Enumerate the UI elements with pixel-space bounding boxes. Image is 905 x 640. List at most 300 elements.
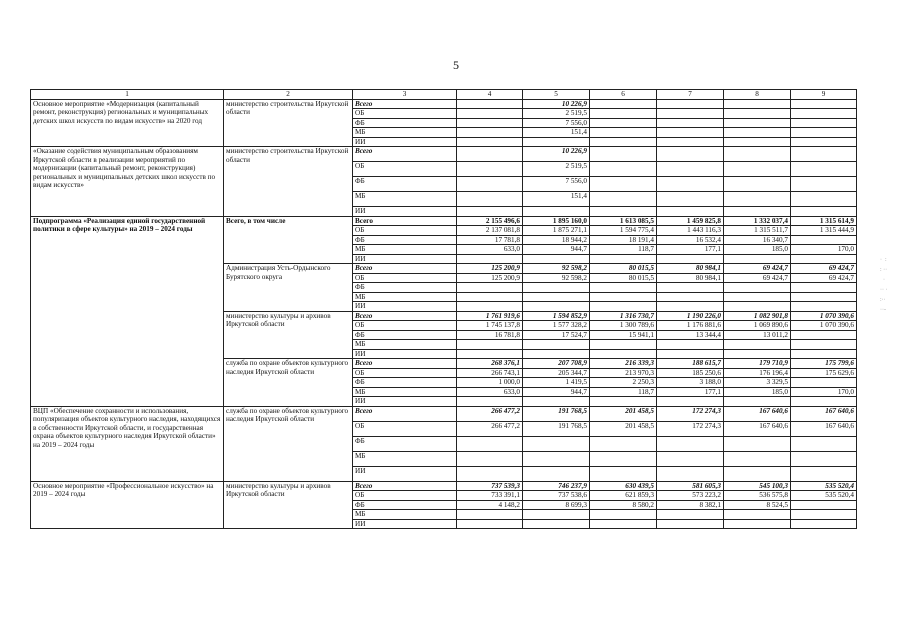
funding-source: Всего xyxy=(353,216,457,225)
amount-cell: 737 539,3 xyxy=(457,481,523,490)
amount-cell xyxy=(523,292,590,301)
amount-cell: 266 477,2 xyxy=(457,406,523,421)
amount-cell: 118,7 xyxy=(590,387,657,396)
amount-cell xyxy=(724,302,791,311)
amount-cell: 633,0 xyxy=(457,387,523,396)
amount-cell: 13 344,4 xyxy=(657,330,724,339)
amount-cell xyxy=(657,177,724,192)
amount-cell: 746 237,9 xyxy=(523,481,590,490)
funding-source: ФБ xyxy=(353,500,457,509)
funding-source: МБ xyxy=(353,192,457,207)
amount-cell: 1 069 890,6 xyxy=(724,321,791,330)
amount-cell: 13 011,2 xyxy=(724,330,791,339)
amount-cell: 205 344,7 xyxy=(523,368,590,377)
amount-cell: 2 519,5 xyxy=(523,109,590,118)
header-cell: 8 xyxy=(724,90,791,100)
header-cell: 7 xyxy=(657,90,724,100)
amount-cell xyxy=(657,340,724,349)
executor-name: Администрация Усть-Ордынского Бурятского округа xyxy=(224,264,353,311)
header-cell: 2 xyxy=(224,90,353,100)
amount-cell xyxy=(457,451,523,466)
amount-cell xyxy=(791,118,857,127)
amount-cell xyxy=(523,436,590,451)
amount-cell: 216 339,3 xyxy=(590,359,657,368)
amount-cell xyxy=(523,254,590,263)
amount-cell xyxy=(457,302,523,311)
amount-cell xyxy=(791,137,857,146)
amount-cell: 16 532,4 xyxy=(657,235,724,244)
amount-cell xyxy=(523,340,590,349)
amount-cell: 80 015,5 xyxy=(590,264,657,273)
amount-cell: 536 575,8 xyxy=(724,491,791,500)
amount-cell: 92 598,2 xyxy=(523,264,590,273)
amount-cell: 266 477,2 xyxy=(457,421,523,436)
amount-cell: 201 458,5 xyxy=(590,421,657,436)
amount-cell: 1 315 614,9 xyxy=(791,216,857,225)
amount-cell xyxy=(457,349,523,358)
amount-cell: 1 070 390,6 xyxy=(791,321,857,330)
header-cell: 6 xyxy=(590,90,657,100)
executor-name: министерство строительства Иркутской области xyxy=(224,100,353,147)
amount-cell xyxy=(724,100,791,109)
amount-cell: 1 761 919,6 xyxy=(457,311,523,320)
amount-cell xyxy=(457,109,523,118)
amount-cell: 1 315 444,9 xyxy=(791,226,857,235)
funding-source: ОБ xyxy=(353,109,457,118)
amount-cell: 535 520,4 xyxy=(791,481,857,490)
amount-cell xyxy=(457,207,523,216)
amount-cell xyxy=(457,397,523,406)
funding-source: ФБ xyxy=(353,177,457,192)
amount-cell xyxy=(457,466,523,481)
amount-cell: 944,7 xyxy=(523,245,590,254)
amount-cell: 573 223,2 xyxy=(657,491,724,500)
amount-cell xyxy=(724,397,791,406)
amount-cell xyxy=(590,466,657,481)
amount-cell: 191 768,5 xyxy=(523,406,590,421)
amount-cell: 80 015,5 xyxy=(590,273,657,282)
amount-cell xyxy=(791,254,857,263)
amount-cell xyxy=(791,436,857,451)
amount-cell xyxy=(523,349,590,358)
funding-source: Всего xyxy=(353,100,457,109)
amount-cell xyxy=(724,128,791,137)
amount-cell: 1 745 137,8 xyxy=(457,321,523,330)
amount-cell xyxy=(791,177,857,192)
amount-cell xyxy=(657,302,724,311)
budget-table xyxy=(30,89,857,529)
amount-cell: 69 424,7 xyxy=(724,264,791,273)
amount-cell xyxy=(657,207,724,216)
amount-cell xyxy=(590,192,657,207)
funding-source: ОБ xyxy=(353,321,457,330)
amount-cell xyxy=(523,510,590,519)
amount-cell: 2 519,5 xyxy=(523,162,590,177)
amount-cell: 80 984,1 xyxy=(657,264,724,273)
amount-cell xyxy=(590,283,657,292)
amount-cell: 1 176 881,6 xyxy=(657,321,724,330)
amount-cell xyxy=(724,466,791,481)
amount-cell xyxy=(590,519,657,528)
amount-cell: 16 340,7 xyxy=(724,235,791,244)
amount-cell: 175 629,6 xyxy=(791,368,857,377)
amount-cell: 207 708,9 xyxy=(523,359,590,368)
executor-name: служба по охране объектов культурного наследия Иркутской области xyxy=(224,359,353,406)
amount-cell: 7 556,0 xyxy=(523,118,590,127)
amount-cell xyxy=(457,510,523,519)
amount-cell xyxy=(791,340,857,349)
amount-cell xyxy=(457,128,523,137)
funding-source: Всего xyxy=(353,359,457,368)
amount-cell: 179 710,9 xyxy=(724,359,791,368)
amount-cell: 172 274,3 xyxy=(657,406,724,421)
amount-cell: 1 070 390,6 xyxy=(791,311,857,320)
amount-cell: 188 615,7 xyxy=(657,359,724,368)
amount-cell xyxy=(791,235,857,244)
table-body xyxy=(31,100,857,529)
amount-cell xyxy=(590,100,657,109)
amount-cell xyxy=(590,254,657,263)
funding-source: МБ xyxy=(353,387,457,396)
amount-cell xyxy=(724,436,791,451)
header-cell: 9 xyxy=(791,90,857,100)
amount-cell: 80 984,1 xyxy=(657,273,724,282)
amount-cell xyxy=(724,207,791,216)
table-row xyxy=(31,100,857,109)
amount-cell: 1 443 116,3 xyxy=(657,226,724,235)
funding-source: ИИ xyxy=(353,207,457,216)
amount-cell xyxy=(523,302,590,311)
measure-description: Подпрограмма «Реализация единой государственной политики в сфере культуры» на 2019 – 2024 годы xyxy=(31,216,224,406)
amount-cell xyxy=(657,118,724,127)
amount-cell xyxy=(791,292,857,301)
amount-cell: 8 580,2 xyxy=(590,500,657,509)
funding-source: Всего xyxy=(353,147,457,162)
amount-cell xyxy=(791,510,857,519)
funding-source: МБ xyxy=(353,340,457,349)
amount-cell: 167 640,6 xyxy=(791,406,857,421)
amount-cell xyxy=(791,283,857,292)
amount-cell xyxy=(724,451,791,466)
amount-cell xyxy=(791,302,857,311)
amount-cell: 69 424,7 xyxy=(791,273,857,282)
amount-cell xyxy=(457,283,523,292)
amount-cell: 16 781,8 xyxy=(457,330,523,339)
amount-cell xyxy=(724,109,791,118)
funding-source: ОБ xyxy=(353,368,457,377)
amount-cell xyxy=(724,254,791,263)
amount-cell xyxy=(590,118,657,127)
amount-cell xyxy=(590,302,657,311)
amount-cell: 185 250,6 xyxy=(657,368,724,377)
amount-cell: 177,1 xyxy=(657,245,724,254)
funding-source: ИИ xyxy=(353,349,457,358)
table-row xyxy=(31,406,857,421)
amount-cell: 1 000,0 xyxy=(457,378,523,387)
funding-source: ФБ xyxy=(353,330,457,339)
amount-cell: 268 376,1 xyxy=(457,359,523,368)
amount-cell xyxy=(791,162,857,177)
amount-cell: 1 082 901,8 xyxy=(724,311,791,320)
amount-cell: 7 556,0 xyxy=(523,177,590,192)
amount-cell xyxy=(657,349,724,358)
amount-cell: 201 458,5 xyxy=(590,406,657,421)
funding-source: ОБ xyxy=(353,226,457,235)
amount-cell xyxy=(457,192,523,207)
amount-cell: 1 300 789,6 xyxy=(590,321,657,330)
header-cell: 1 xyxy=(31,90,224,100)
amount-cell: 630 439,5 xyxy=(590,481,657,490)
amount-cell: 18 191,4 xyxy=(590,235,657,244)
amount-cell: 1 577 328,2 xyxy=(523,321,590,330)
amount-cell xyxy=(791,349,857,358)
funding-source: ФБ xyxy=(353,118,457,127)
amount-cell: 167 640,6 xyxy=(724,421,791,436)
amount-cell xyxy=(590,451,657,466)
amount-cell xyxy=(724,292,791,301)
amount-cell xyxy=(457,137,523,146)
header-row xyxy=(31,90,857,100)
amount-cell: 1 594 852,9 xyxy=(523,311,590,320)
amount-cell: 17 524,7 xyxy=(523,330,590,339)
amount-cell: 8 699,3 xyxy=(523,500,590,509)
amount-cell xyxy=(590,177,657,192)
funding-source: МБ xyxy=(353,245,457,254)
amount-cell: 1 459 825,8 xyxy=(657,216,724,225)
amount-cell: 737 538,6 xyxy=(523,491,590,500)
amount-cell xyxy=(590,128,657,137)
funding-source: ИИ xyxy=(353,137,457,146)
amount-cell: 8 382,1 xyxy=(657,500,724,509)
amount-cell xyxy=(590,436,657,451)
funding-source: ОБ xyxy=(353,421,457,436)
amount-cell xyxy=(724,192,791,207)
amount-cell: 69 424,7 xyxy=(791,264,857,273)
amount-cell: 151,4 xyxy=(523,192,590,207)
amount-cell: 10 226,9 xyxy=(523,100,590,109)
measure-description: ВЦП «Обеспечение сохранности и использования, популяризация объектов культурного наследия, находящихся в собственности Иркутской области, и государственная охрана объектов культурного наследия Иркутской области» на 2019 – 2024 годы xyxy=(31,406,224,481)
amount-cell xyxy=(457,100,523,109)
amount-cell xyxy=(791,109,857,118)
amount-cell xyxy=(657,128,724,137)
amount-cell: 581 605,3 xyxy=(657,481,724,490)
funding-source: ФБ xyxy=(353,283,457,292)
amount-cell: 4 148,2 xyxy=(457,500,523,509)
amount-cell: 1 594 775,4 xyxy=(590,226,657,235)
amount-cell: 1 875 271,1 xyxy=(523,226,590,235)
margin-marks: · : : ·· · ·· · :·· ··- xyxy=(880,257,888,313)
amount-cell xyxy=(457,254,523,263)
amount-cell: 2 250,3 xyxy=(590,378,657,387)
funding-source: МБ xyxy=(353,128,457,137)
amount-cell: 944,7 xyxy=(523,387,590,396)
amount-cell: 213 970,3 xyxy=(590,368,657,377)
funding-source: Всего xyxy=(353,481,457,490)
amount-cell xyxy=(657,254,724,263)
amount-cell xyxy=(523,397,590,406)
amount-cell xyxy=(590,397,657,406)
amount-cell: 176 196,4 xyxy=(724,368,791,377)
amount-cell xyxy=(590,162,657,177)
amount-cell xyxy=(657,137,724,146)
amount-cell: 1 332 037,4 xyxy=(724,216,791,225)
amount-cell: 3 188,0 xyxy=(657,378,724,387)
amount-cell xyxy=(791,519,857,528)
amount-cell xyxy=(523,451,590,466)
funding-source: МБ xyxy=(353,292,457,301)
amount-cell xyxy=(657,147,724,162)
amount-cell xyxy=(791,147,857,162)
header-cell: 3 xyxy=(353,90,457,100)
amount-cell xyxy=(791,378,857,387)
amount-cell xyxy=(791,451,857,466)
amount-cell: 167 640,6 xyxy=(791,421,857,436)
funding-source: ИИ xyxy=(353,397,457,406)
amount-cell xyxy=(724,349,791,358)
amount-cell xyxy=(590,292,657,301)
amount-cell: 170,0 xyxy=(791,245,857,254)
amount-cell: 621 859,3 xyxy=(590,491,657,500)
amount-cell: 125 200,9 xyxy=(457,264,523,273)
amount-cell: 170,0 xyxy=(791,387,857,396)
amount-cell xyxy=(724,519,791,528)
amount-cell xyxy=(657,192,724,207)
amount-cell xyxy=(657,100,724,109)
amount-cell: 633,0 xyxy=(457,245,523,254)
amount-cell xyxy=(791,128,857,137)
amount-cell: 2 137 081,8 xyxy=(457,226,523,235)
amount-cell xyxy=(457,519,523,528)
amount-cell: 18 944,2 xyxy=(523,235,590,244)
executor-name: служба по охране объектов культурного наследия Иркутской области xyxy=(224,406,353,481)
amount-cell xyxy=(590,349,657,358)
amount-cell: 151,4 xyxy=(523,128,590,137)
amount-cell: 1 190 226,0 xyxy=(657,311,724,320)
amount-cell: 266 743,1 xyxy=(457,368,523,377)
amount-cell xyxy=(724,118,791,127)
amount-cell xyxy=(791,100,857,109)
amount-cell: 92 598,2 xyxy=(523,273,590,282)
amount-cell xyxy=(657,466,724,481)
amount-cell xyxy=(457,162,523,177)
funding-source: ОБ xyxy=(353,162,457,177)
amount-cell xyxy=(724,510,791,519)
amount-cell xyxy=(457,147,523,162)
amount-cell xyxy=(657,451,724,466)
amount-cell xyxy=(457,118,523,127)
amount-cell xyxy=(457,177,523,192)
amount-cell: 191 768,5 xyxy=(523,421,590,436)
header-cell: 4 xyxy=(457,90,523,100)
amount-cell: 69 424,7 xyxy=(724,273,791,282)
table-row xyxy=(31,481,857,490)
measure-description: Основное мероприятие «Модернизация (капитальный ремонт, реконструкция) региональных и муниципальных детских школ искусств по видам искусств» на 2020 год xyxy=(31,100,224,147)
amount-cell: 175 799,6 xyxy=(791,359,857,368)
amount-cell xyxy=(657,292,724,301)
amount-cell: 1 419,5 xyxy=(523,378,590,387)
amount-cell xyxy=(657,510,724,519)
amount-cell xyxy=(791,207,857,216)
funding-source: ФБ xyxy=(353,436,457,451)
amount-cell xyxy=(523,137,590,146)
amount-cell xyxy=(457,436,523,451)
amount-cell xyxy=(523,519,590,528)
measure-description: Основное мероприятие «Профессиональное искусство» на 2019 – 2024 годы xyxy=(31,481,224,528)
amount-cell: 15 941,1 xyxy=(590,330,657,339)
amount-cell: 118,7 xyxy=(590,245,657,254)
amount-cell xyxy=(657,397,724,406)
funding-source: ИИ xyxy=(353,466,457,481)
amount-cell xyxy=(791,397,857,406)
funding-source: ИИ xyxy=(353,302,457,311)
amount-cell xyxy=(590,147,657,162)
amount-cell: 1 613 085,5 xyxy=(590,216,657,225)
amount-cell: 17 781,8 xyxy=(457,235,523,244)
amount-cell xyxy=(657,436,724,451)
amount-cell: 1 895 160,0 xyxy=(523,216,590,225)
measure-description: «Оказание содействия муниципальным образованиям Иркутской области в реализации мероприятий по модернизации (капитальный ремонт, реконструкция) региональных и муниципальных детских школ искусств по видам искусств» xyxy=(31,147,224,216)
amount-cell: 10 226,9 xyxy=(523,147,590,162)
amount-cell xyxy=(724,147,791,162)
page-number: 5 xyxy=(453,58,459,72)
amount-cell xyxy=(791,192,857,207)
executor-name: министерство культуры и архивов Иркутской области xyxy=(224,481,353,528)
funding-source: ОБ xyxy=(353,273,457,282)
funding-source: ФБ xyxy=(353,378,457,387)
amount-cell: 177,1 xyxy=(657,387,724,396)
funding-source: ФБ xyxy=(353,235,457,244)
amount-cell: 3 329,5 xyxy=(724,378,791,387)
amount-cell xyxy=(590,109,657,118)
funding-source: Всего xyxy=(353,264,457,273)
amount-cell xyxy=(590,340,657,349)
amount-cell xyxy=(523,283,590,292)
amount-cell xyxy=(657,519,724,528)
amount-cell xyxy=(791,500,857,509)
amount-cell: 1 315 511,7 xyxy=(724,226,791,235)
executor-name: министерство строительства Иркутской области xyxy=(224,147,353,216)
header-cell: 5 xyxy=(523,90,590,100)
amount-cell: 545 100,3 xyxy=(724,481,791,490)
amount-cell xyxy=(724,162,791,177)
funding-source: Всего xyxy=(353,406,457,421)
amount-cell xyxy=(791,330,857,339)
funding-source: МБ xyxy=(353,510,457,519)
table-row xyxy=(31,147,857,162)
amount-cell: 2 155 496,6 xyxy=(457,216,523,225)
amount-cell: 1 316 730,7 xyxy=(590,311,657,320)
funding-source: МБ xyxy=(353,451,457,466)
table-row xyxy=(31,216,857,225)
amount-cell xyxy=(657,109,724,118)
amount-cell: 185,0 xyxy=(724,245,791,254)
funding-source: ОБ xyxy=(353,491,457,500)
amount-cell xyxy=(590,137,657,146)
amount-cell xyxy=(523,466,590,481)
amount-cell xyxy=(590,510,657,519)
amount-cell: 185,0 xyxy=(724,387,791,396)
executor-name: Всего, в том числе xyxy=(224,216,353,263)
amount-cell: 167 640,6 xyxy=(724,406,791,421)
amount-cell xyxy=(523,207,590,216)
amount-cell xyxy=(590,207,657,216)
amount-cell xyxy=(724,137,791,146)
amount-cell: 733 391,1 xyxy=(457,491,523,500)
amount-cell xyxy=(457,340,523,349)
amount-cell xyxy=(457,292,523,301)
amount-cell xyxy=(791,466,857,481)
amount-cell: 125 200,9 xyxy=(457,273,523,282)
